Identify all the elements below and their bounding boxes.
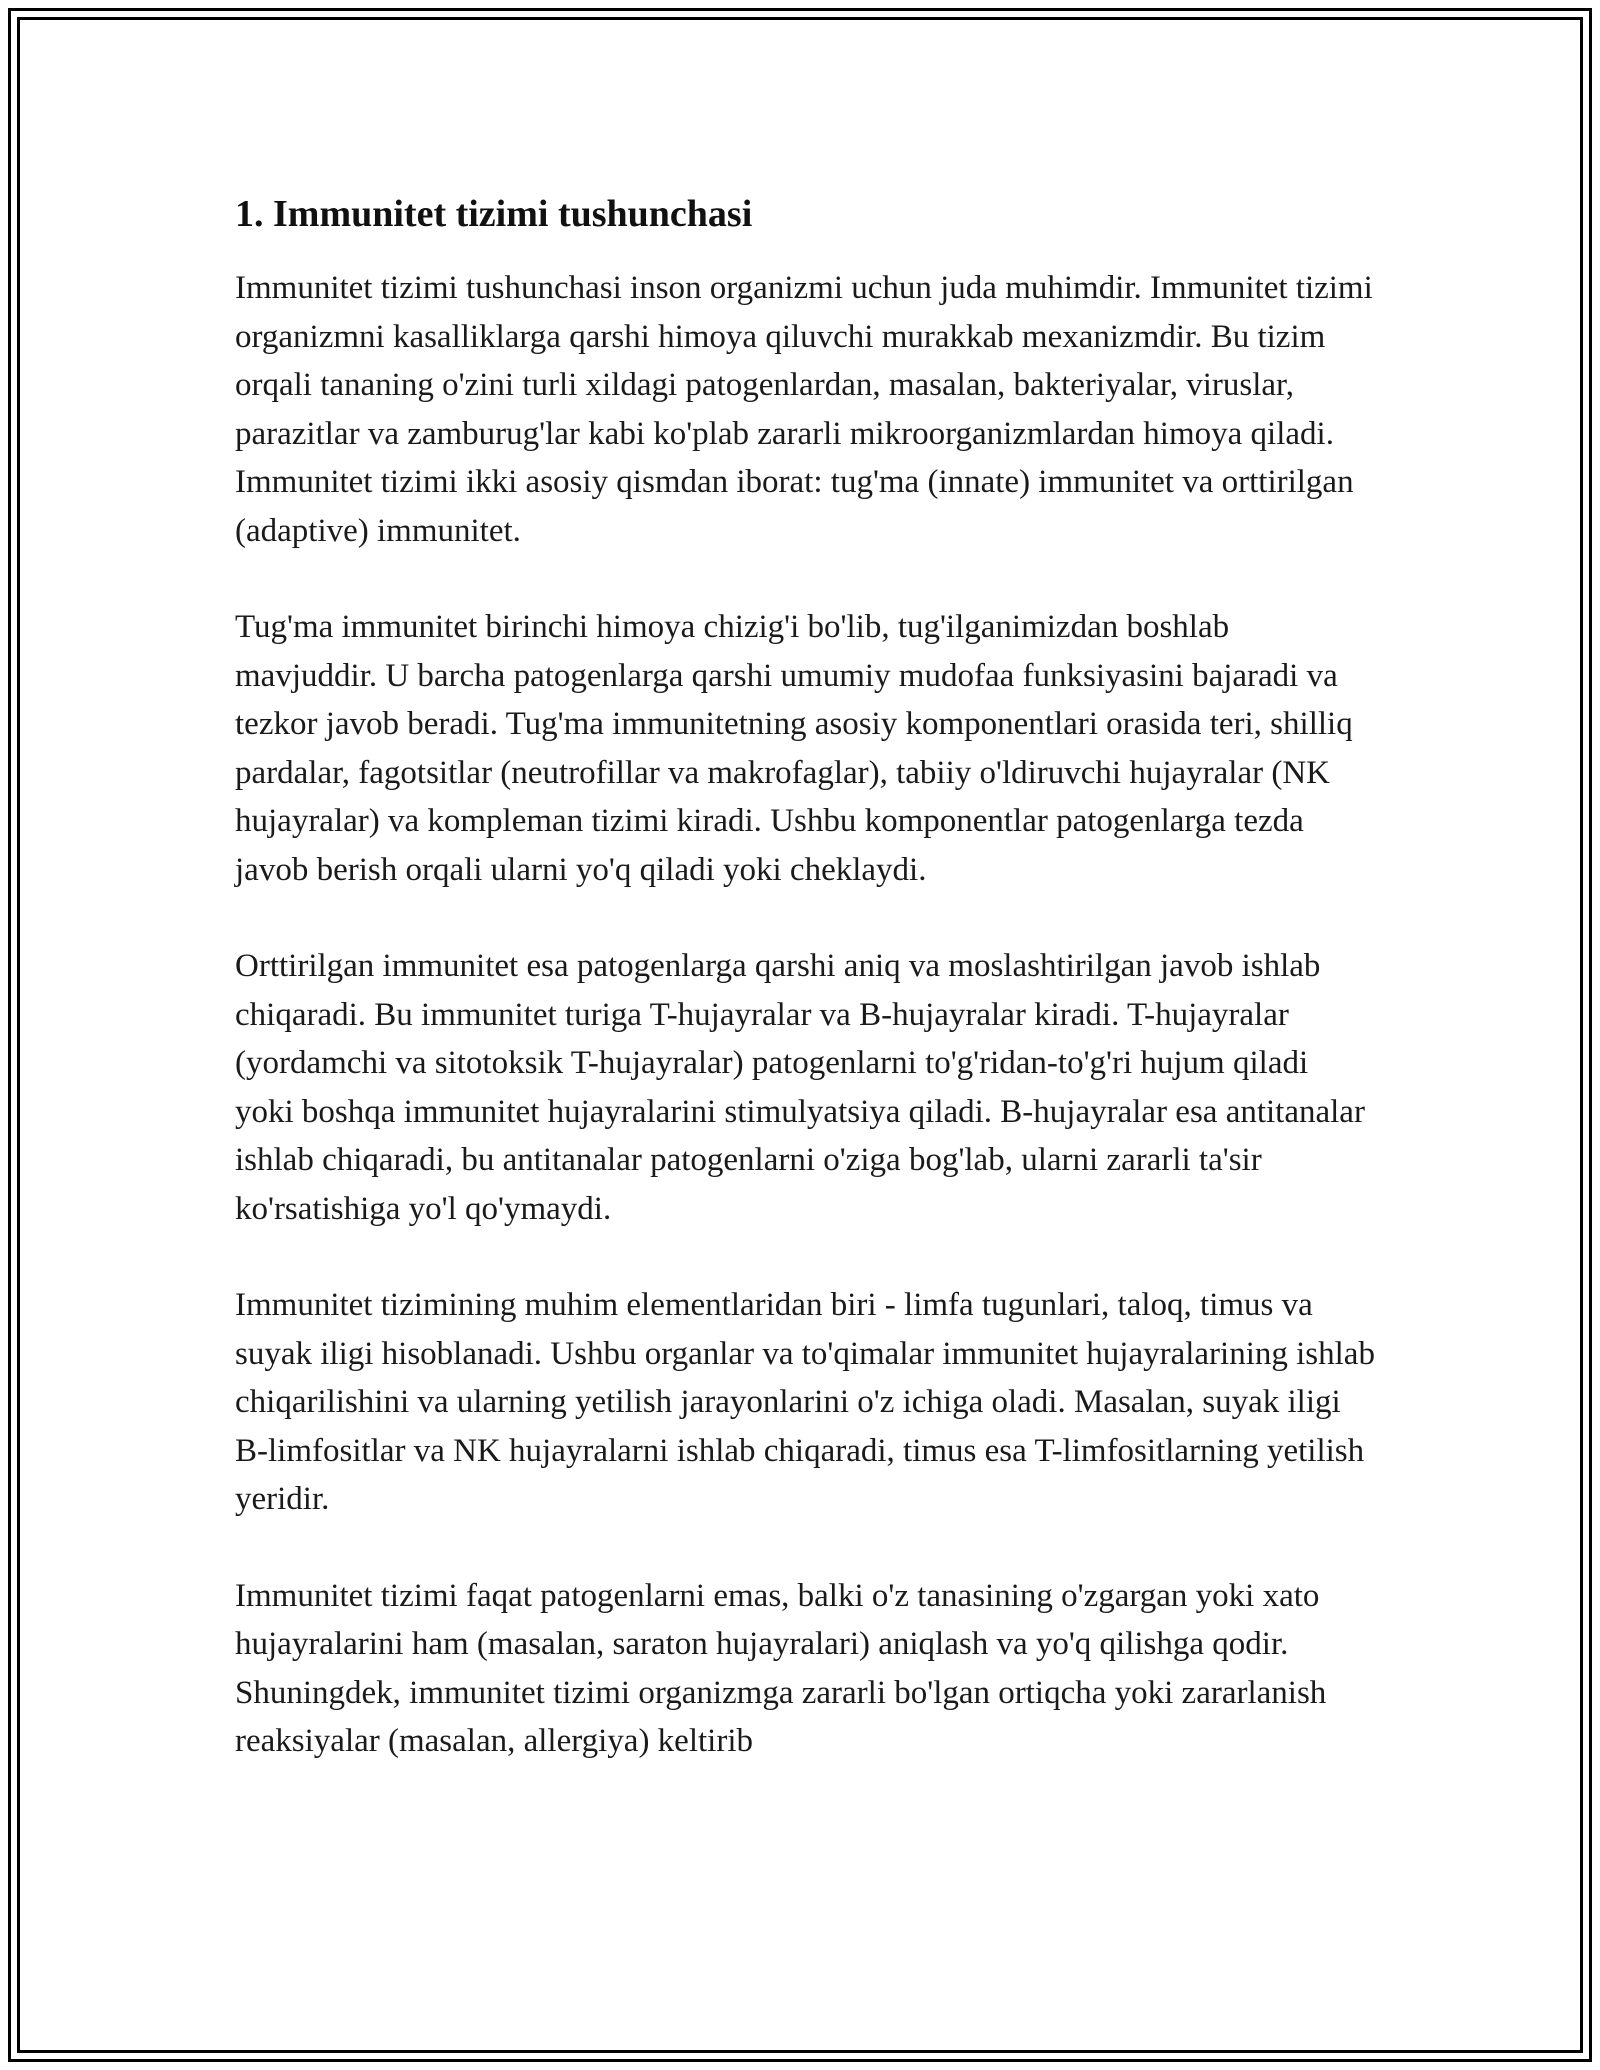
paragraph-4: Immunitet tizimining muhim elementlaridan biri - limfa tugunlari, taloq, timus va suyak iligi hisoblanadi. Ushbu organlar va to'qimalar immunitet hujayralarining ishlab chiqarilishini va ularning yetilish jarayonlarini o'z ichiga oladi. Masalan, suyak iligi B-limfositlar va NK hujayralarni ishlab chiqaradi, timus esa T-limfositlarning yetilish yeridir. xyxy=(235,1287,1375,1517)
paragraph-1: Immunitet tizimi tushunchasi inson organizmi uchun juda muhimdir. Immunitet tizimi organizmni kasalliklarga qarshi himoya qiluvchi murakkab mexanizmdir. Bu tizim orqali tananing o'zini turli xildagi patogenlardan, masalan, bakteriyalar, viruslar, parazitlar va zamburug'lar kabi ko'plab zararli mikroorganizmlardan himoya qiladi. Immunitet tizimi ikki asosiy qismdan iborat: tug'ma (innate) immunitet va orttirilgan (adaptive) immunitet. xyxy=(235,270,1373,549)
paragraph-2: Tug'ma immunitet birinchi himoya chizig'i bo'lib, tug'ilganimizdan boshlab mavjuddir. U barcha patogenlarga qarshi umumiy mudofaa funksiyasini bajaradi va tezkor javob beradi. Tug'ma immunitetning asosiy komponentlari orasida teri, shilliq pardalar, fagotsitlar (neutrofillar va makrofaglar), tabiiy o'ldiruvchi hujayralar (NK hujayralar) va kompleman tizimi kiradi. Ushbu komponentlar patogenlarga tezda javob berish orqali ularni yo'q qiladi yoki cheklaydi. xyxy=(235,609,1353,888)
section-title: 1. Immunitet tizimi tushunchasi xyxy=(235,193,753,235)
paragraph-5: Immunitet tizimi faqat patogenlarni emas, balki o'z tanasining o'zgargan yoki xato hujayralarini ham (masalan, saraton hujayralari) aniqlash va yo'q qilishga qodir. Shuningdek, immunitet tizimi organizmga zararli bo'lgan ortiqcha yoki zararlanish reaksiyalar (masalan, allergiya) keltirib xyxy=(235,1577,1327,1759)
document-body xyxy=(235,186,1375,1814)
paragraph-3: Orttirilgan immunitet esa patogenlarga qarshi aniq va moslashtirilgan javob ishlab chiqaradi. Bu immunitet turiga T-hujayralar va B-hujayralar kiradi. T-hujayralar (yordamchi va sitotoksik T-hujayralar) patogenlarni to'g'ridan-to'g'ri hujum qiladi yoki boshqa immunitet hujayralarini stimulyatsiya qiladi. B-hujayralar esa antitanalar ishlab chiqaradi, bu antitanalar patogenlarni o'ziga bog'lab, ularni zararli ta'sir ko'rsatishiga yo'l qo'ymaydi. xyxy=(235,948,1365,1227)
